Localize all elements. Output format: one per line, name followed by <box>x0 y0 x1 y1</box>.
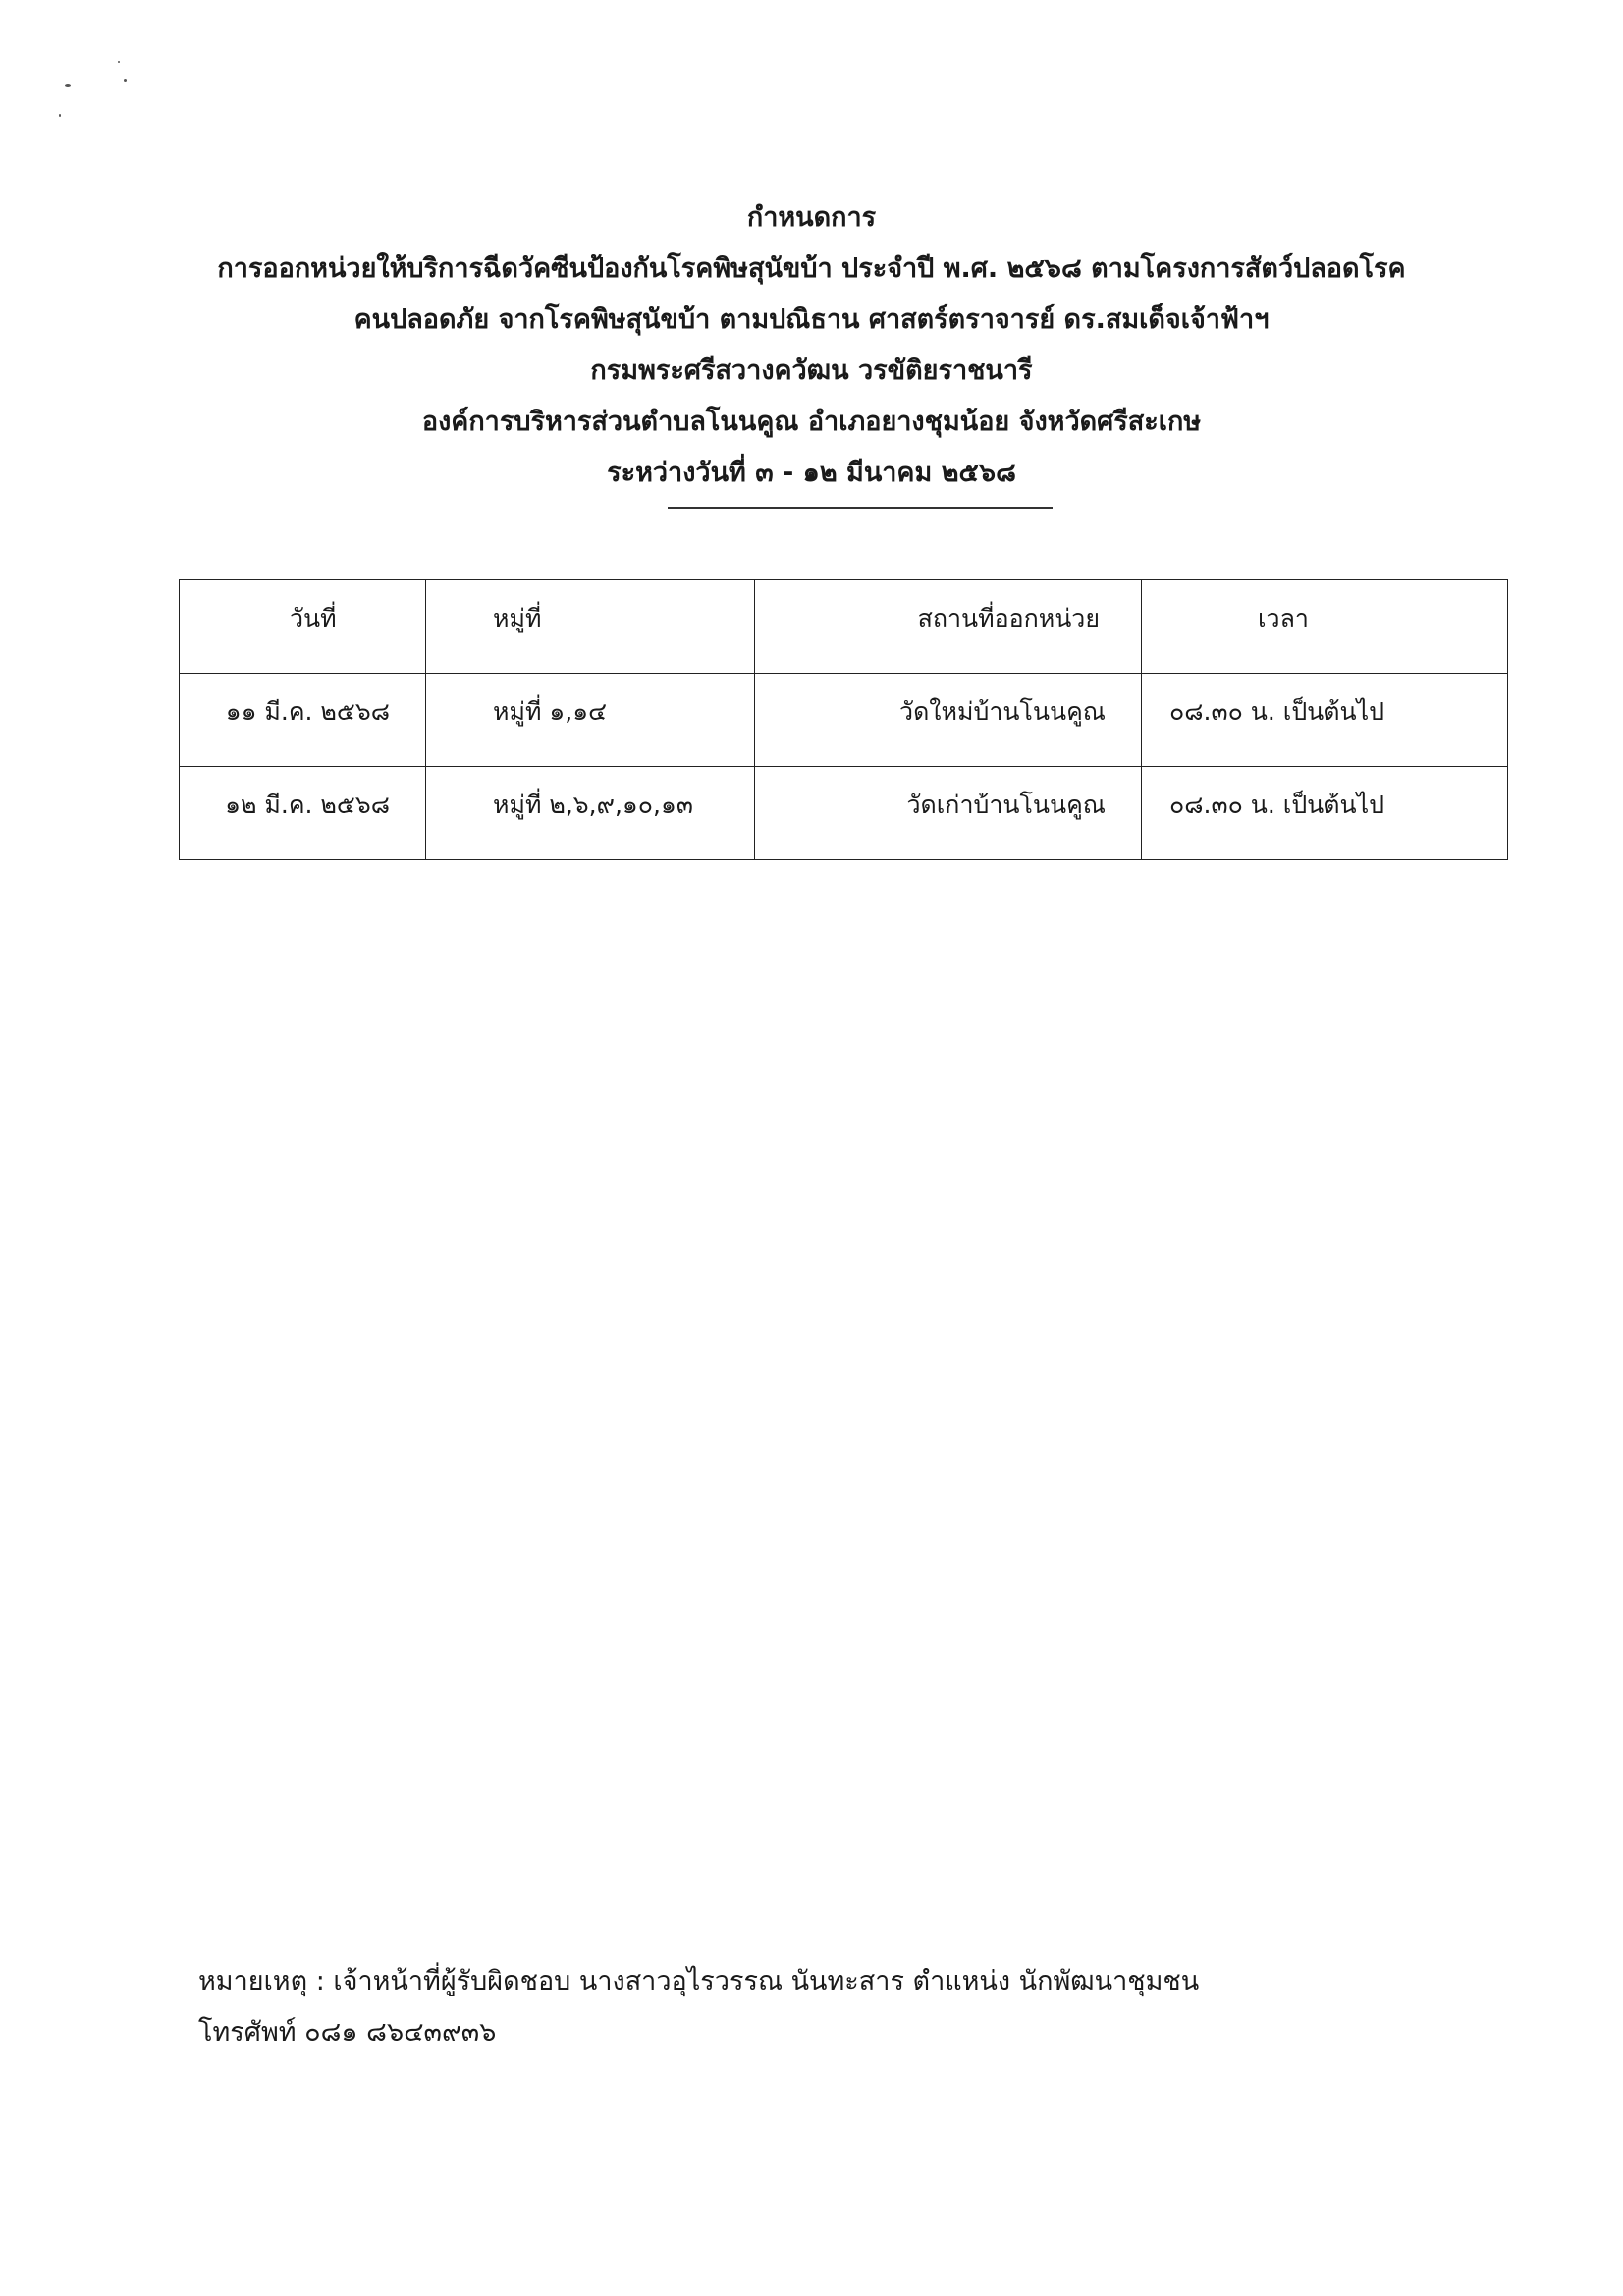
header-line-6: ระหว่างวันที่ ๓ - ๑๒ มีนาคม ๒๕๖๘ <box>607 458 1016 488</box>
scan-speck <box>65 84 71 87</box>
cell-place: วัดใหม่บ้านโนนคูณ <box>755 674 1142 767</box>
cell-time: ๐๘.๓๐ น. เป็นต้นไป <box>1142 767 1508 860</box>
document-title: กำหนดการ <box>746 202 877 233</box>
column-header-date: วันที่ <box>180 580 426 674</box>
scan-speck <box>59 114 61 117</box>
cell-village: หมู่ที่ ๒,๖,๙,๑๐,๑๓ <box>426 767 755 860</box>
table-row <box>180 674 1508 767</box>
cell-date: ๑๑ มี.ค. ๒๕๖๘ <box>180 674 426 767</box>
scan-speck <box>118 61 120 63</box>
column-header-place: สถานที่ออกหน่วย <box>755 580 1142 674</box>
column-header-time: เวลา <box>1142 580 1508 674</box>
footer-note <box>198 1956 1199 2058</box>
table-header-row <box>180 580 1508 674</box>
header-divider <box>668 507 1053 509</box>
header-line-2: การออกหน่วยให้บริการฉีดวัคซีนป้องกันโรคพิษสุนัขบ้า ประจำปี พ.ศ. ๒๕๖๘ ตามโครงการสัตว์ปลอดโรค <box>217 253 1406 284</box>
header-line-5: องค์การบริหารส่วนตำบลโนนคูณ อำเภอยางชุมน้อย จังหวัดศรีสะเกษ <box>421 407 1202 437</box>
cell-time: ๐๘.๓๐ น. เป็นต้นไป <box>1142 674 1508 767</box>
column-header-village: หมู่ที่ <box>426 580 755 674</box>
header-line-4: กรมพระศรีสวางควัฒน วรขัติยราชนารี <box>590 355 1033 386</box>
scan-speck <box>124 79 127 82</box>
document-header <box>0 192 1623 499</box>
table-row <box>180 767 1508 860</box>
header-line-3: คนปลอดภัย จากโรคพิษสุนัขบ้า ตามปณิธาน ศาสตร์ตราจารย์ ดร.สมเด็จเจ้าฟ้าฯ <box>353 304 1270 335</box>
phone-number: โทรศัพท์ ๐๘๑ ๘๖๔๓๙๓๖ <box>198 2017 497 2048</box>
cell-village: หมู่ที่ ๑,๑๔ <box>426 674 755 767</box>
schedule-table <box>179 579 1508 860</box>
responsible-officer-note: หมายเหตุ : เจ้าหน้าที่ผู้รับผิดชอบ นางสาวอุไรวรรณ นันทะสาร ตำแหน่ง นักพัฒนาชุมชน <box>198 1966 1200 1996</box>
cell-date: ๑๒ มี.ค. ๒๕๖๘ <box>180 767 426 860</box>
cell-place: วัดเก่าบ้านโนนคูณ <box>755 767 1142 860</box>
